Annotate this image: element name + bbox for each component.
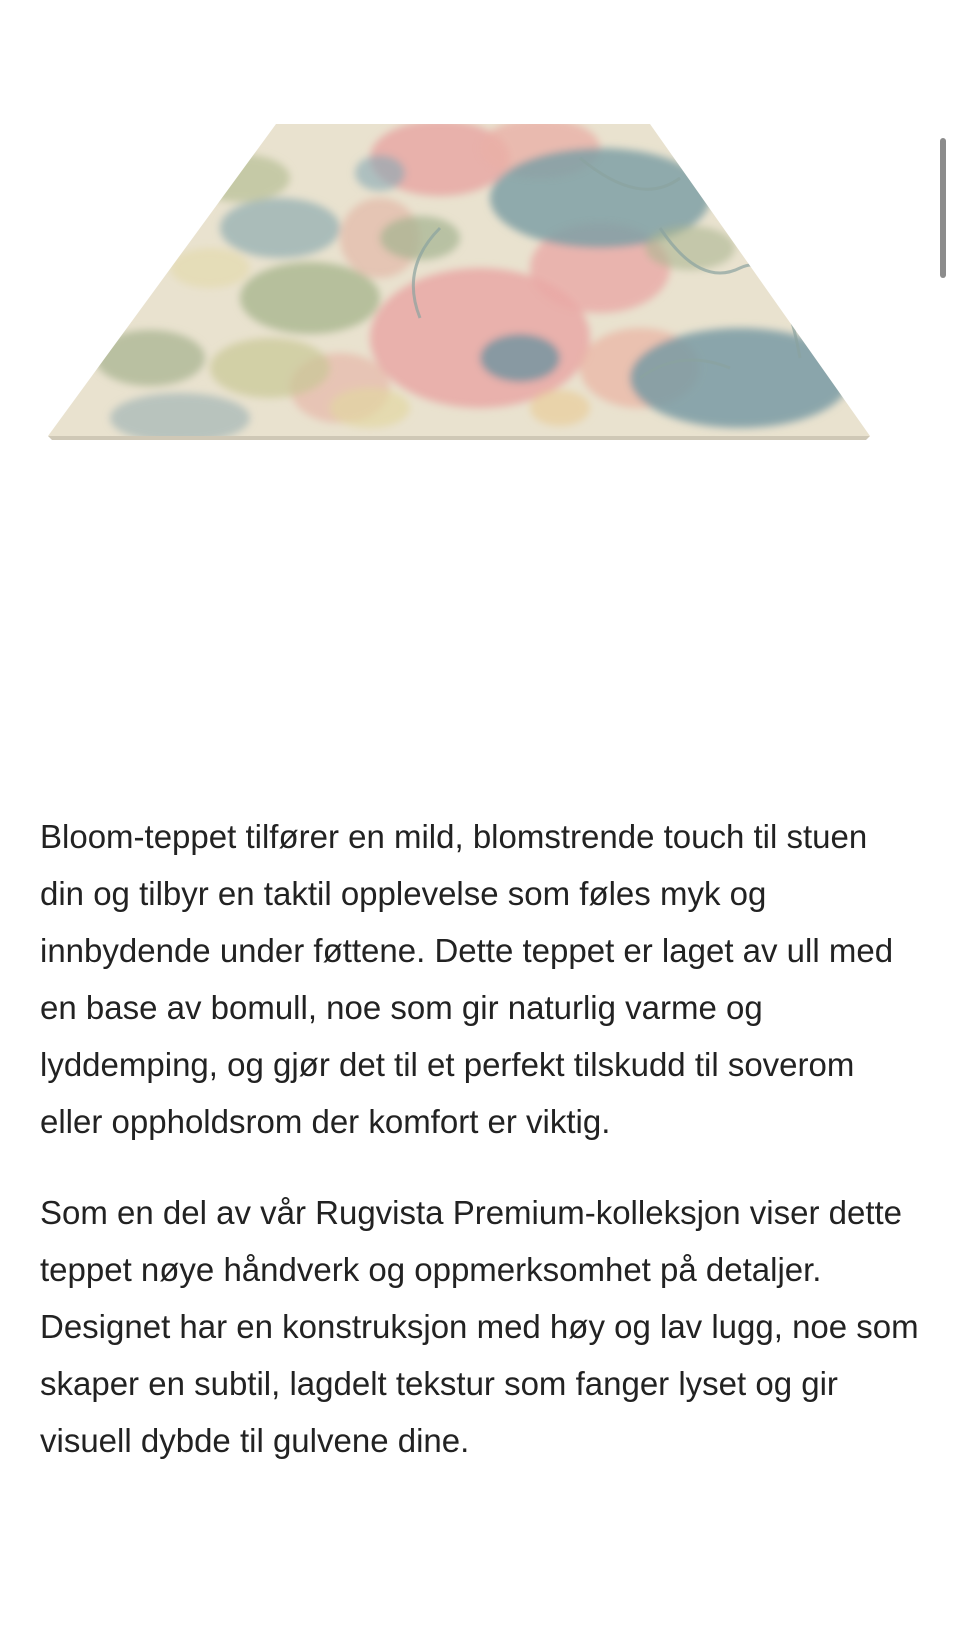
scrollbar-thumb[interactable] — [940, 138, 946, 278]
description-paragraph: Som en del av vår Rugvista Premium-kolleksjon viser dette teppet nøye håndverk og oppmerksomhet på detaljer. Designet har en konstruksjon med høy og lav lugg, noe som skaper en subtil, lagdelt tekstur som fanger lyset og gir visuell dybde til gulvene dine. — [40, 1194, 919, 1459]
description-paragraph: Bloom-teppet tilfører en mild, blomstrende touch til stuen din og tilbyr en taktil opplevelse som føles myk og innbydende under føttene. Dette teppet er laget av ull med en base av bomull, noe som gir naturlig varme og lyddemping, og gjør det til et perfekt tilskudd til soverom eller oppholdsrom der komfort er viktig. — [40, 818, 894, 1140]
rug-illustration — [40, 118, 920, 468]
product-image[interactable] — [40, 118, 920, 468]
product-description — [40, 808, 920, 1503]
rug-shadow — [48, 436, 870, 440]
